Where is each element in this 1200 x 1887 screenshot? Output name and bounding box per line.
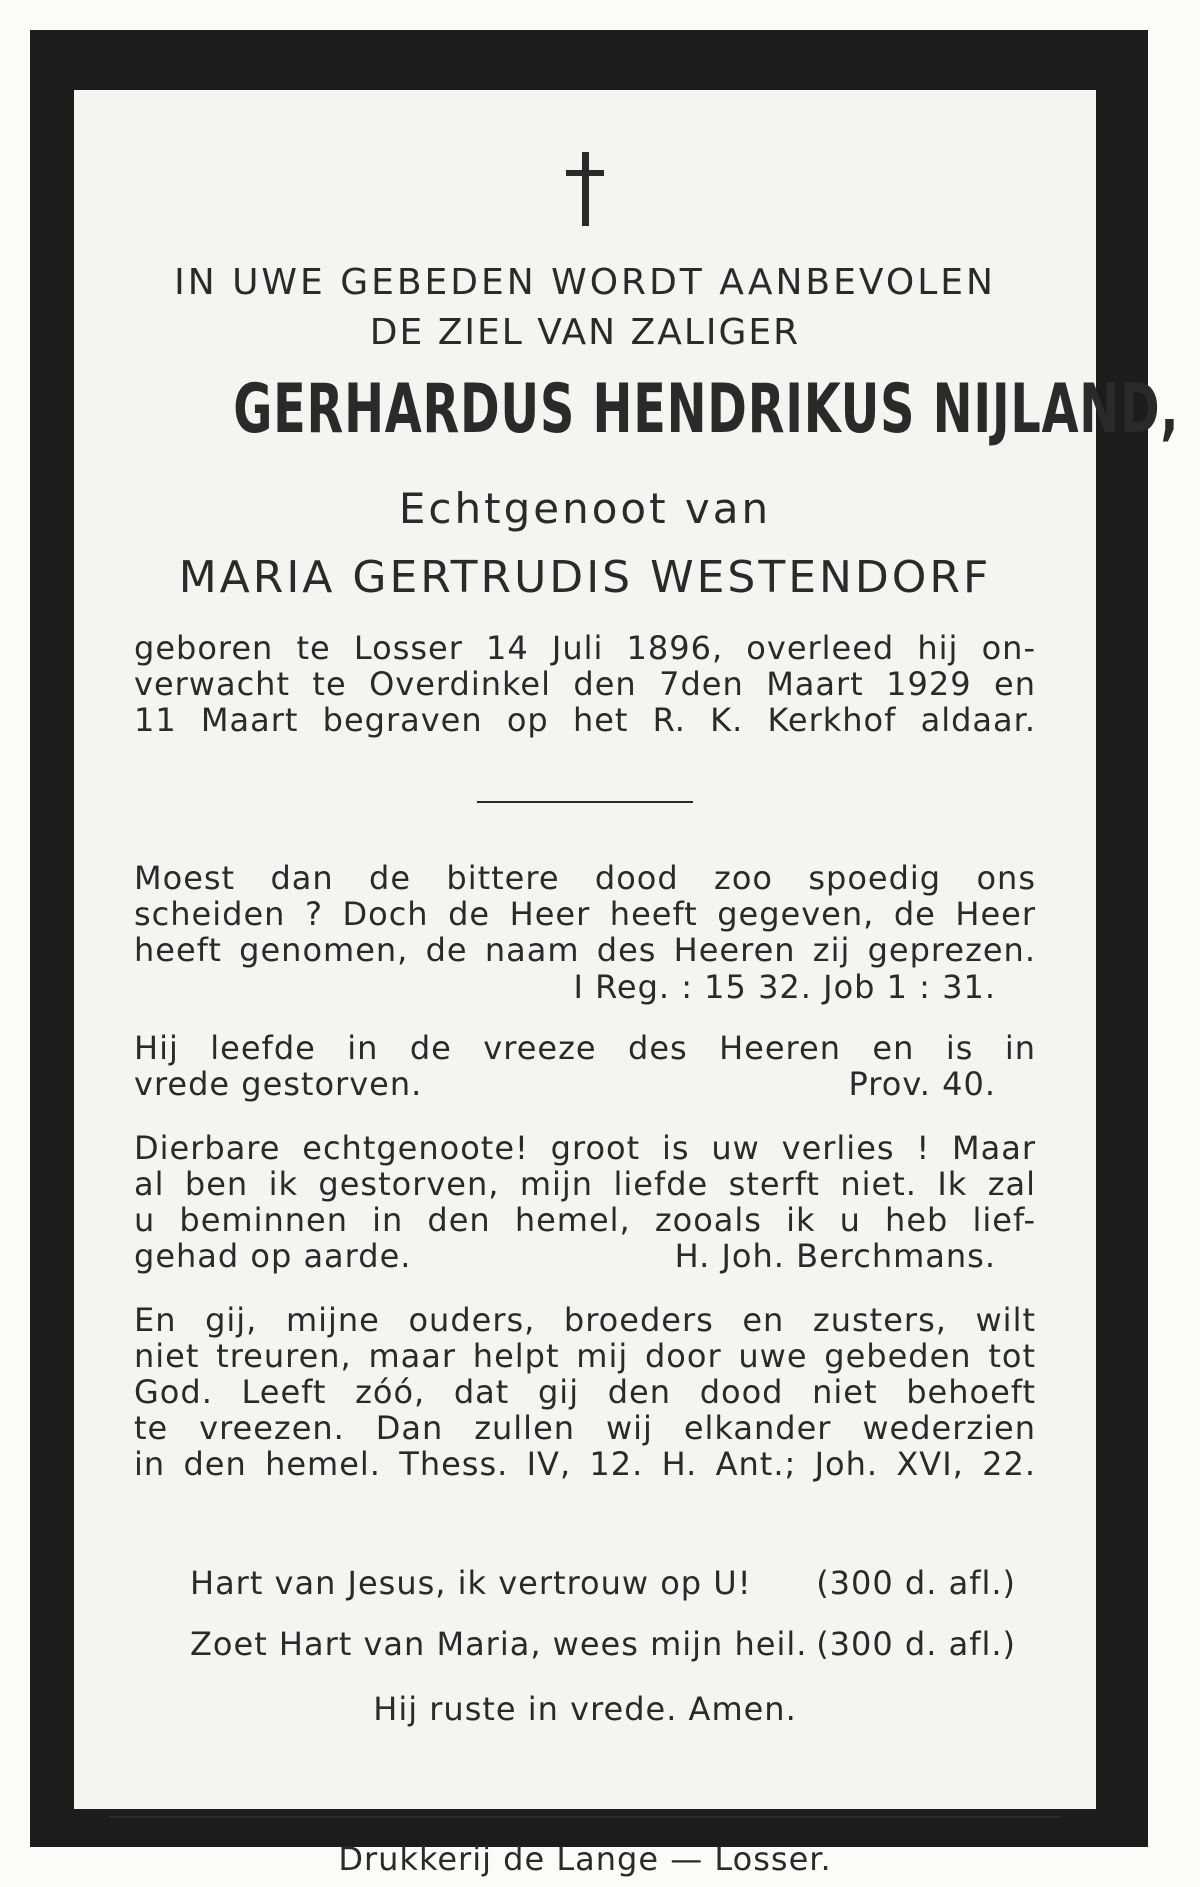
short-divider [477, 801, 693, 803]
quote-line: scheiden ? Doch de Heer heeft gegeven, de Heer [134, 895, 1036, 933]
indulgence-note: (300 d. afl.) [816, 1625, 1016, 1663]
quote-line: God. Leeft zóó, dat gij den dood niet behoeft [134, 1373, 1036, 1411]
birth-line: geboren te Losser 14 Juli 1896, overleed hij on- [134, 629, 1036, 667]
quote-line: in den hemel. Thess. IV, 12. H. Ant.; Joh. XVI, 22. [134, 1445, 1036, 1483]
quote-3-reference: H. Joh. Berchmans. [674, 1237, 996, 1275]
quote-2 [134, 1030, 1036, 1102]
birth-line: verwacht te Overdinkel den 7den Maart 1929 en [134, 665, 1036, 703]
quote-line [134, 1238, 1036, 1274]
quote-1 [134, 860, 1036, 968]
deceased-name: GERHARDUS HENDRIKUS NIJLAND, [233, 370, 1180, 449]
quote-4 [134, 1302, 1036, 1482]
spouse-name: MARIA GERTRUDIS WESTENDORF [178, 552, 992, 603]
prayer-text: Zoet Hart van Maria, wees mijn heil. [190, 1625, 808, 1663]
quote-line [134, 1066, 1036, 1102]
quote-line: u beminnen in den hemel, zooals ik u heb lief- [134, 1201, 1036, 1239]
quote-line: al ben ik gestorven, mijn liefde sterft niet. Ik zal [134, 1165, 1036, 1203]
card-body [74, 90, 1180, 1878]
indulgence-note: (300 d. afl.) [816, 1564, 1016, 1602]
heading-line-1: IN UWE GEBEDEN WORDT AANBEVOLEN [174, 262, 996, 303]
quote-3 [134, 1130, 1036, 1274]
quote-2-reference: Prov. 40. [848, 1065, 996, 1103]
birth-death-paragraph [134, 630, 1036, 738]
quote-line: heeft genomen, de naam des Heeren zij geprezen. [134, 931, 1036, 969]
footer-divider [110, 1816, 1060, 1818]
quote-text: gehad op aarde. [134, 1237, 412, 1275]
prayer-text: Hart van Jesus, ik vertrouw op U! [190, 1564, 752, 1602]
quote-text: vrede gestorven. [134, 1065, 423, 1103]
heading-line-2: DE ZIEL VAN ZALIGER [369, 312, 801, 353]
memorial-card [30, 30, 1180, 1878]
prayer-2 [190, 1625, 1016, 1663]
quote-line: Hij leefde in de vreeze des Heeren en is in [134, 1029, 1036, 1067]
quote-1-reference: I Reg. : 15 32. Job 1 : 31. [573, 968, 996, 1006]
quote-line: te vreezen. Dan zullen wij elkander wederzien [134, 1409, 1036, 1447]
prayer-1 [190, 1564, 1016, 1602]
cross-icon [563, 152, 607, 226]
quote-line: Moest dan de bittere dood zoo spoedig ons [134, 859, 1036, 897]
relation-label: Echtgenoot van [398, 484, 772, 533]
closing-prayer: Hij ruste in vrede. Amen. [373, 1690, 797, 1728]
printer-credit: Drukkerij de Lange — Losser. [338, 1840, 832, 1878]
quote-line: En gij, mijne ouders, broeders en zusters, wilt [134, 1301, 1036, 1339]
quote-line: niet treuren, maar helpt mij door uwe gebeden tot [134, 1337, 1036, 1375]
birth-line: 11 Maart begraven op het R. K. Kerkhof aldaar. [134, 701, 1036, 739]
quote-line: Dierbare echtgenoote! groot is uw verlies ! Maar [134, 1129, 1036, 1167]
